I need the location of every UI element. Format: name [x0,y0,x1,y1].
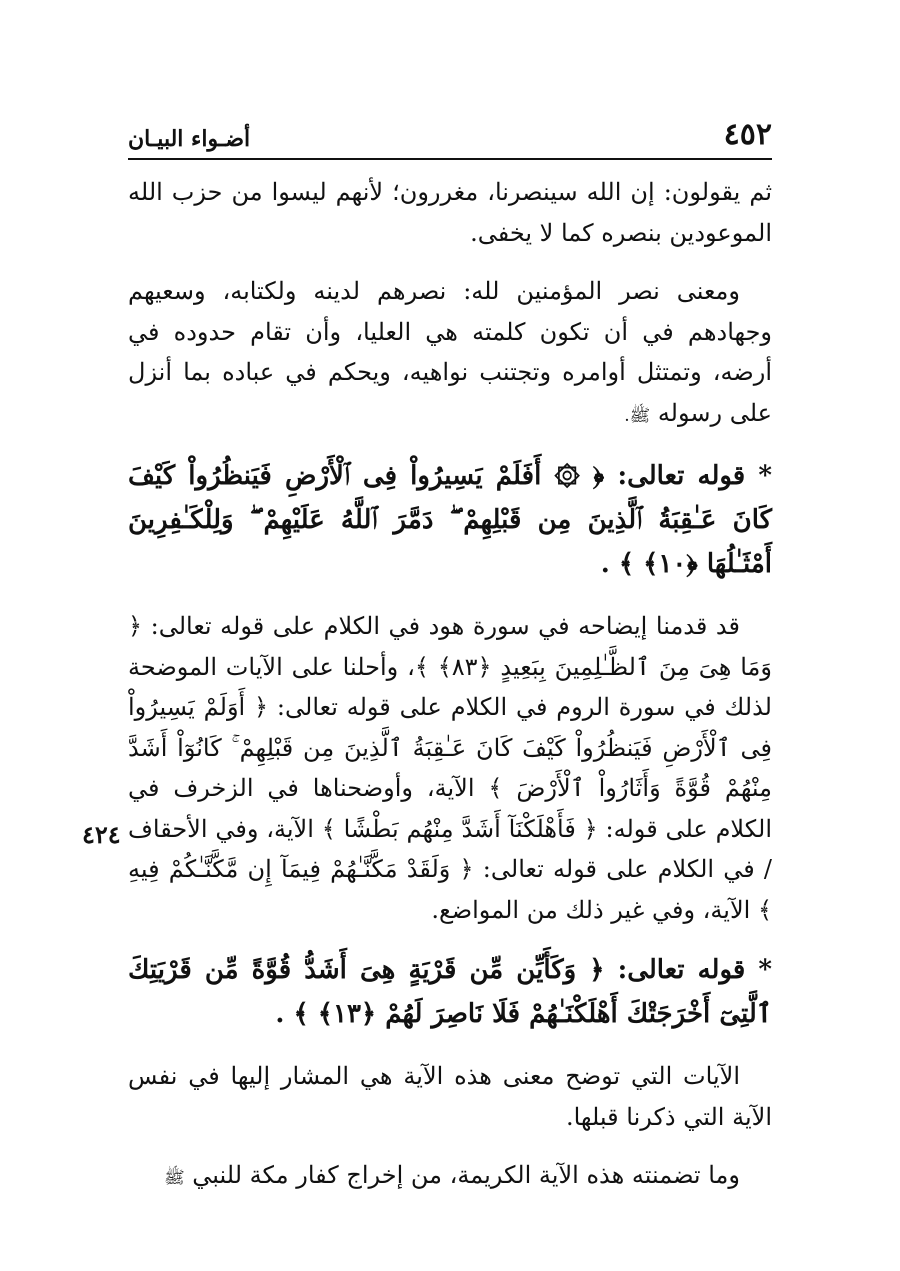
paragraph-5 [128,1155,772,1199]
margin-reference: ٤٢٤ [82,820,121,849]
salutation-symbol-2: ﷺ [164,1168,185,1188]
paragraph-5-text: وما تضمنته هذه الآية الكريمة، من إخراج كفار مكة للنبي [192,1161,740,1189]
verse-heading-1-lead: * قوله تعالى: [604,461,772,491]
running-title: أضـواء البيـان [128,126,251,152]
verse-heading-2-lead: * قوله تعالى: [604,955,772,985]
paragraph-1: ثم يقولون: إن الله سينصرنا، مغررون؛ لأنهم ليسوا من حزب الله الموعودين بنصره كما لا يخفى. [128,178,772,247]
page-number: ٤٥٢ [723,117,772,152]
paragraph-3: قد قدمنا إيضاحه في سورة هود في الكلام على قوله تعالى: ﴿ وَمَا هِىَ مِنَ ٱلظَّـٰلِمِينَ بِبَعِيدٍ ﴿٨٣﴾ ﴾، وأحلنا على الآيات الموضحة لذلك في سورة الروم في الكلام على قوله تعالى: ﴿ أَوَلَمْ يَسِيرُواْ فِى ٱلْأَرْضِ فَيَنظُرُواْ كَيْفَ كَانَ عَـٰقِبَةُ ٱلَّذِينَ مِن قَبْلِهِمْ ۚ كَانُوٓاْ أَشَدَّ مِنْهُمْ قُوَّةً وَأَثَارُواْ ٱلْأَرْضَ ﴾ الآية، وأوضحناها في الزخرف في الكلام على قوله: ﴿ فَأَهْلَكْنَآ أَشَدَّ مِنْهُم بَطْشًا ﴾ الآية، وفي الأحقاف / في الكلام على قوله تعالى: ﴿ وَلَقَدْ مَكَّنَّـٰهُمْ فِيمَآ إِن مَّكَّنَّـٰكُمْ فِيهِ ﴾ الآية، وفي غير ذلك من المواضع. [128,612,773,924]
salutation-symbol: ﷺ. [624,405,651,426]
page-header [128,108,772,160]
paragraph-4: الآيات التي توضح معنى هذه الآية هي المشار إليها في نفس الآية التي ذكرنا قبلها. [128,1062,772,1131]
verse-heading-1-verse: ﴿ ۞ أَفَلَمْ يَسِيرُواْ فِى ٱلْأَرْضِ فَيَنظُرُواْ كَيْفَ كَانَ عَـٰقِبَةُ ٱلَّذِينَ مِن قَبْلِهِمْ ۖ دَمَّرَ ٱللَّهُ عَلَيْهِمْ ۖ وَلِلْكَـٰفِرِينَ أَمْثَـٰلُهَا ﴿١٠﴾ ﴾ . [128,461,772,579]
verse-heading-1 [128,454,772,586]
paragraph-2-text: ومعنى نصر المؤمنين لله: نصرهم لدينه ولكتابه، وسعيهم وجهادهم في أن تكون كلمته هي العليا، وأن تقام حدوده في أرضه، وتمتثل أوامره وتجتنب نواهيه، ويحكم في عباده بما أنزل على رسوله [128,277,772,427]
verse-heading-2-verse: ﴿ وَكَأَيِّن مِّن قَرْيَةٍ هِىَ أَشَدُّ قُوَّةً مِّن قَرْيَتِكَ ٱلَّتِىٓ أَخْرَجَتْكَ أَهْلَكْنَـٰهُمْ فَلَا نَاصِرَ لَهُمْ ﴿١٣﴾ ﴾ . [128,955,772,1029]
page-body [128,172,772,1217]
verse-heading-2 [128,948,772,1036]
paragraph-2 [128,271,772,436]
